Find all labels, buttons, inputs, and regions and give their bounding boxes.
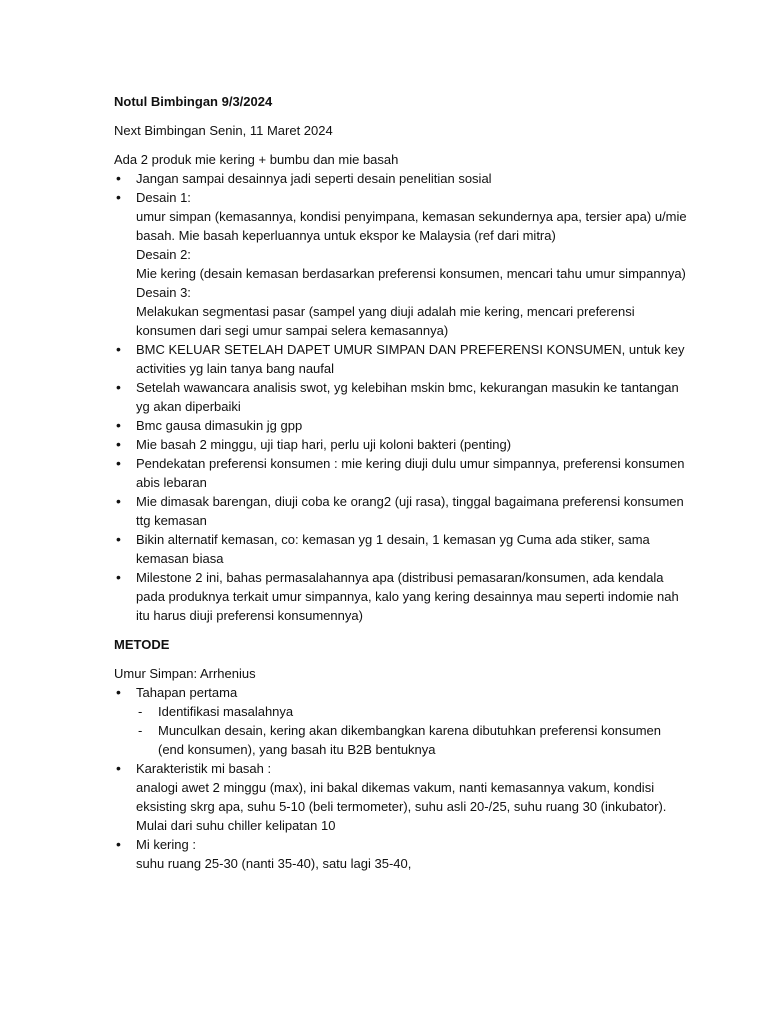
list-item: • Tahapan pertama - Identifikasi masalahnya - Munculkan desain, kering akan dikembangkan karena dibutuhkan preferensi konsumen (end konsumen), yang basah itu B2B bentuknya: [114, 683, 689, 759]
metode-bullet-list: [114, 683, 689, 873]
document-content: [114, 92, 689, 873]
list-item: • Karakteristik mi basah : analogi awet 2 minggu (max), ini bakal dikemas vakum, nanti kemasannya vakum, kondisi eksisting skrg apa, suhu 5-10 (beli termometer), suhu asli 20-/25, suhu ruang 30 (inkubator). Mulai dari suhu chiller kelipatan 10: [114, 759, 689, 835]
list-item: • Setelah wawancara analisis swot, yg kelebihan mskin bmc, kekurangan masukin ke tantangan yg akan diperbaiki: [114, 378, 689, 416]
list-item: • Pendekatan preferensi konsumen : mie kering diuji dulu umur simpannya, preferensi konsumen abis lebaran: [114, 454, 689, 492]
list-item: • BMC KELUAR SETELAH DAPET UMUR SIMPAN DAN PREFERENSI KONSUMEN, untuk key activities yg lain tanya bang naufal: [114, 340, 689, 378]
sub-list-item: - Identifikasi masalahnya: [136, 702, 689, 721]
sub-list-item: - Munculkan desain, kering akan dikembangkan karena dibutuhkan preferensi konsumen (end konsumen), yang basah itu B2B bentuknya: [136, 721, 689, 759]
list-item: • Bikin alternatif kemasan, co: kemasan yg 1 desain, 1 kemasan yg Cuma ada stiker, sama kemasan biasa: [114, 530, 689, 568]
list-item: • Milestone 2 ini, bahas permasalahannya apa (distribusi pemasaran/konsumen, ada kendala pada produknya terkait umur simpannya, kalo yang kering desainnya mau seperti indomie nah itu harus diuji preferensi konsumennya): [114, 568, 689, 625]
intro-line: Ada 2 produk mie kering + bumbu dan mie basah: [114, 152, 399, 167]
umur-simpan-line: Umur Simpan: Arrhenius: [114, 666, 256, 681]
list-item: • Mi kering : suhu ruang 25-30 (nanti 35-40), satu lagi 35-40,: [114, 835, 689, 873]
list-item: • Desain 1: umur simpan (kemasannya, kondisi penyimpana, kemasan sekundernya apa, tersier apa) u/mie basah. Mie basah keperluannya untuk ekspor ke Malaysia (ref dari mitra) Desain 2: Mie kering (desain kemasan berdasarkan preferensi konsumen, mencari tahu umur simpannya) Desain 3: Melakukan segmentasi pasar (sampel yang diuji adalah mie kering, mencari preferensi konsumen dari segi umur sampai selera kemasannya): [114, 188, 689, 340]
document-title: Notul Bimbingan 9/3/2024: [114, 94, 273, 109]
list-item: • Jangan sampai desainnya jadi seperti desain penelitian sosial: [114, 169, 689, 188]
list-item: • Mie basah 2 minggu, uji tiap hari, perlu uji koloni bakteri (penting): [114, 435, 689, 454]
metode-heading: METODE: [114, 637, 170, 652]
next-meeting-line: Next Bimbingan Senin, 11 Maret 2024: [114, 123, 333, 138]
list-item: • Mie dimasak barengan, diuji coba ke orang2 (uji rasa), tinggal bagaimana preferensi konsumen ttg kemasan: [114, 492, 689, 530]
notes-bullet-list: [114, 169, 689, 625]
list-item: • Bmc gausa dimasukin jg gpp: [114, 416, 689, 435]
sub-list: [136, 702, 689, 759]
